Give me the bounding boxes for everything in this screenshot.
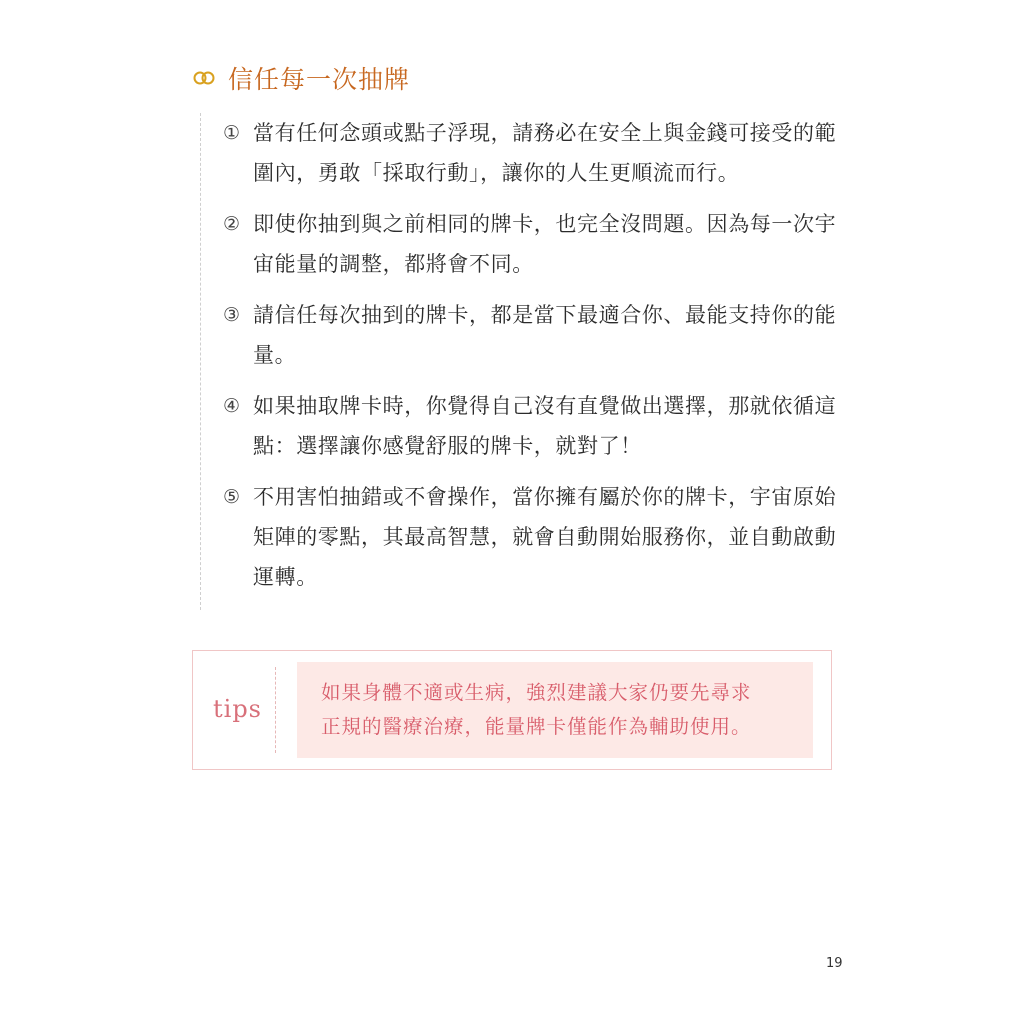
item-number: ②	[223, 213, 241, 235]
section-heading	[192, 60, 410, 96]
list-item	[223, 295, 840, 375]
list-item	[223, 477, 840, 597]
guideline-list	[200, 113, 840, 610]
item-text: 不用害怕抽錯或不會操作，當你擁有屬於你的牌卡，宇宙原始矩陣的零點，其最高智慧，就會自動開始服務你，並自動啟動運轉。	[253, 485, 837, 589]
page-number: 19	[826, 956, 843, 971]
section-title: 信任每一次抽牌	[228, 65, 411, 94]
item-number: ④	[223, 395, 241, 417]
item-number: ①	[223, 122, 241, 144]
tips-content	[297, 662, 813, 758]
list-item	[223, 204, 840, 284]
double-ring-icon	[192, 71, 216, 85]
tips-line-1: 如果身體不適或生病，強烈建議大家仍要先尋求	[321, 681, 752, 704]
tips-label: tips	[213, 695, 262, 723]
item-text: 請信任每次抽到的牌卡，都是當下最適合你、最能支持你的能量。	[253, 303, 837, 367]
item-text: 如果抽取牌卡時，你覺得自己沒有直覺做出選擇，那就依循這點：選擇讓你感覺舒服的牌卡，就對了！	[253, 394, 837, 458]
item-number: ③	[223, 304, 241, 326]
tips-line-2: 正規的醫療治療，能量牌卡僅能作為輔助使用。	[321, 715, 752, 738]
item-text: 即使你抽到與之前相同的牌卡，也完全沒問題。因為每一次宇宙能量的調整，都將會不同。	[253, 212, 837, 276]
item-text: 當有任何念頭或點子浮現，請務必在安全上與金錢可接受的範圍內，勇敢「採取行動」，讓你的人生更順流而行。	[253, 121, 837, 185]
item-number: ⑤	[223, 486, 241, 508]
list-item	[223, 386, 840, 466]
tips-divider	[275, 667, 276, 753]
list-item	[223, 113, 840, 193]
tips-box	[192, 650, 832, 770]
